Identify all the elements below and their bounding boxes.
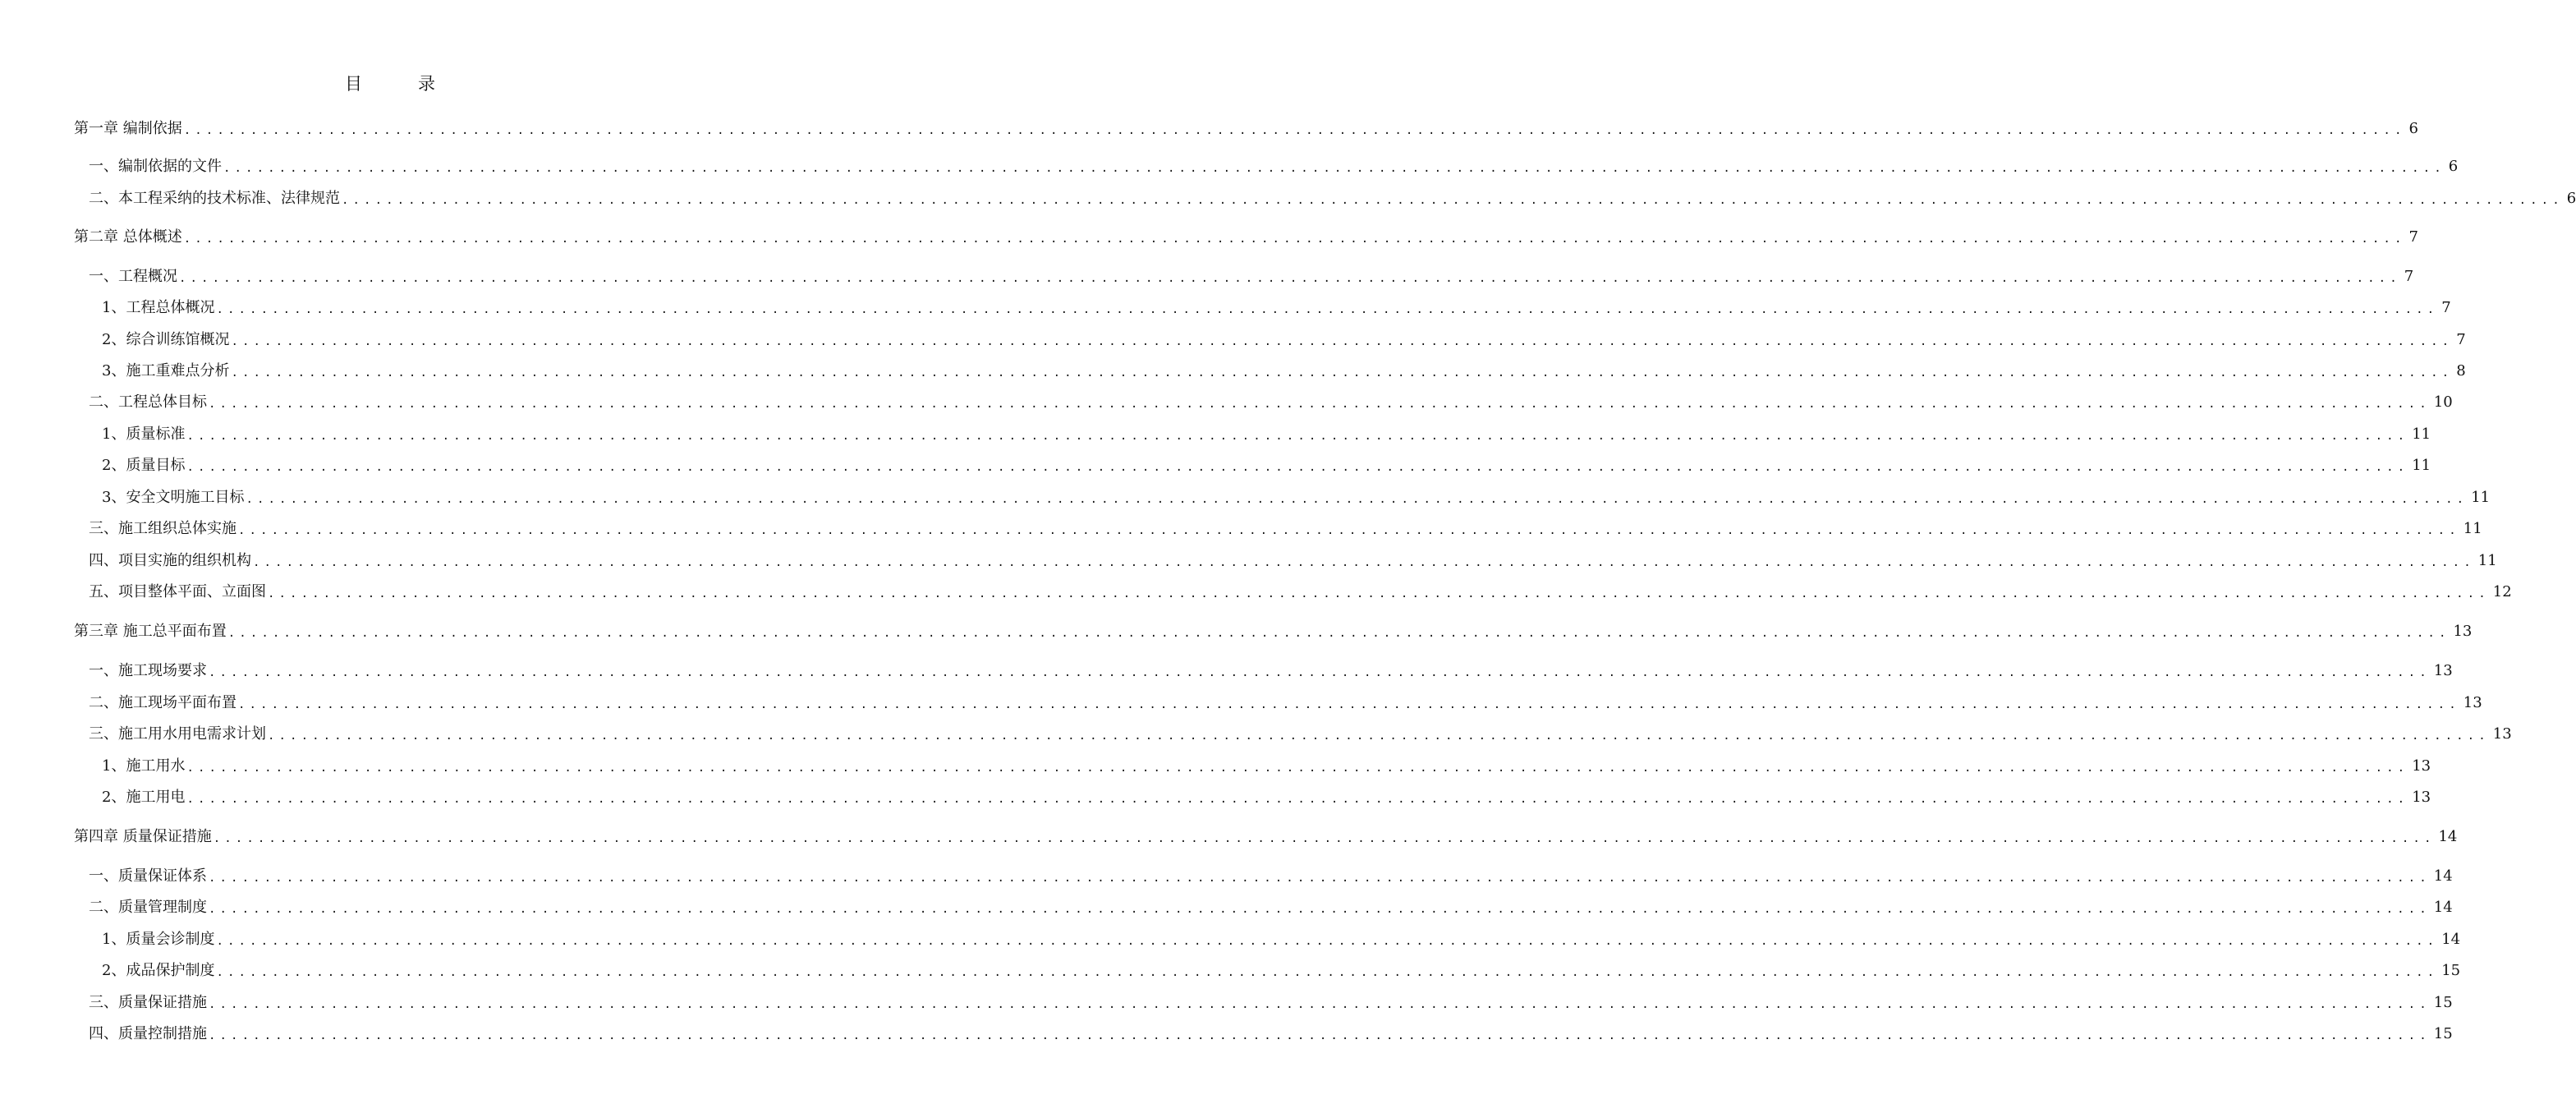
toc-leader-dots: ........................................................................................................................................................................................................ bbox=[231, 366, 2454, 380]
toc-entry-page-number: 15 bbox=[2441, 962, 2461, 979]
toc-entry[interactable] bbox=[74, 989, 2453, 1014]
toc-entry-page-number: 14 bbox=[2441, 931, 2461, 948]
toc-entry-page-number: 15 bbox=[2433, 1025, 2453, 1042]
toc-entry-page-number: 7 bbox=[2441, 299, 2451, 316]
toc-leader-dots: ........................................................................................................................................................................................................ bbox=[238, 698, 2460, 711]
toc-entry-page-number: 11 bbox=[2412, 457, 2431, 474]
toc-entry-page-number: 15 bbox=[2433, 994, 2453, 1011]
toc-entry-title: 三、质量保证措施 bbox=[89, 994, 207, 1011]
toc-leader-dots: ........................................................................................................................................................................................................ bbox=[342, 194, 2564, 207]
toc-entry[interactable] bbox=[74, 185, 2576, 209]
toc-entry-page-number: 6 bbox=[2408, 120, 2418, 137]
toc-entry-title: 2、质量目标 bbox=[102, 457, 186, 474]
toc-entry-title: 1、施工用水 bbox=[102, 757, 186, 775]
toc-entry-page-number: 13 bbox=[2412, 789, 2431, 806]
toc-entry-page-number: 13 bbox=[2412, 757, 2431, 775]
toc-entry[interactable] bbox=[74, 115, 2418, 140]
toc-entry[interactable] bbox=[74, 421, 2431, 445]
toc-entry[interactable] bbox=[74, 452, 2431, 476]
toc-entry-page-number: 13 bbox=[2453, 623, 2473, 640]
toc-entry-page-number: 14 bbox=[2433, 867, 2453, 885]
toc-entry-page-number: 13 bbox=[2492, 725, 2512, 743]
toc-entry-page-number: 11 bbox=[2477, 552, 2497, 569]
toc-entry-title: 五、项目整体平面、立面图 bbox=[89, 583, 266, 600]
toc-entry-title: 1、质量会诊制度 bbox=[102, 931, 215, 948]
toc-entry[interactable] bbox=[74, 1020, 2453, 1045]
toc-leader-dots: ........................................................................................................................................................................................................ bbox=[227, 627, 2450, 640]
toc-entry-page-number: 10 bbox=[2433, 393, 2453, 411]
toc-entry[interactable] bbox=[74, 720, 2512, 745]
toc-leader-dots: ........................................................................................................................................................................................................ bbox=[183, 124, 2406, 137]
toc-entry-page-number: 14 bbox=[2433, 899, 2453, 916]
toc-entry-title: 第二章 总体概述 bbox=[74, 228, 182, 246]
toc-leader-dots: ........................................................................................................................................................................................................ bbox=[209, 666, 2431, 679]
toc-entry-page-number: 7 bbox=[2456, 331, 2466, 348]
toc-entry[interactable] bbox=[74, 223, 2418, 248]
toc-entry-page-number: 6 bbox=[2566, 190, 2576, 207]
toc-entry[interactable] bbox=[74, 294, 2451, 319]
toc-entry[interactable] bbox=[74, 823, 2458, 848]
toc-entry-title: 二、本工程采纳的技术标准、法律规范 bbox=[89, 190, 340, 207]
toc-leader-dots: ........................................................................................................................................................................................................ bbox=[246, 493, 2468, 506]
toc-leader-dots: ........................................................................................................................................................................................................ bbox=[216, 935, 2439, 948]
toc-entry-page-number: 12 bbox=[2492, 583, 2512, 600]
toc-entry[interactable] bbox=[74, 326, 2466, 351]
toc-heading-left: 目 bbox=[345, 74, 362, 94]
toc-entry-title: 2、综合训练馆概况 bbox=[102, 331, 230, 348]
toc-entry[interactable] bbox=[74, 689, 2482, 714]
toc-entry-title: 3、安全文明施工目标 bbox=[102, 489, 245, 506]
toc-leader-dots: ........................................................................................................................................................................................................ bbox=[179, 272, 2401, 285]
toc-entry[interactable] bbox=[74, 862, 2453, 887]
toc-entry-page-number: 7 bbox=[2408, 228, 2418, 246]
toc-entry-page-number: 6 bbox=[2448, 158, 2459, 175]
toc-entry-title: 三、施工用水用电需求计划 bbox=[89, 725, 266, 743]
toc-entry-title: 第一章 编制依据 bbox=[74, 120, 182, 137]
toc-leader-dots: ........................................................................................................................................................................................................ bbox=[238, 524, 2460, 537]
toc-entry[interactable] bbox=[74, 957, 2461, 982]
toc-entry[interactable] bbox=[74, 389, 2453, 413]
toc-entry-title: 一、质量保证体系 bbox=[89, 867, 207, 885]
toc-entry-page-number: 7 bbox=[2404, 268, 2414, 285]
toc-entry-title: 二、工程总体目标 bbox=[89, 393, 207, 411]
toc-entry-title: 1、质量标准 bbox=[102, 426, 186, 443]
toc-entry-title: 二、施工现场平面布置 bbox=[89, 694, 236, 711]
toc-leader-dots: ........................................................................................................................................................................................................ bbox=[268, 587, 2490, 600]
toc-entry[interactable] bbox=[74, 153, 2459, 177]
toc-entry[interactable] bbox=[74, 515, 2482, 540]
toc-leader-dots: ........................................................................................................................................................................................................ bbox=[186, 430, 2409, 443]
toc-leader-dots: ........................................................................................................................................................................................................ bbox=[268, 729, 2490, 743]
toc-entry[interactable] bbox=[74, 926, 2461, 950]
toc-entry-page-number: 14 bbox=[2438, 828, 2458, 845]
toc-leader-dots: ........................................................................................................................................................................................................ bbox=[186, 461, 2409, 474]
toc-entry-title: 四、项目实施的组织机构 bbox=[89, 552, 251, 569]
toc-leader-dots: ........................................................................................................................................................................................................ bbox=[223, 162, 2445, 175]
toc-entry[interactable] bbox=[74, 484, 2491, 508]
toc-entry-title: 一、施工现场要求 bbox=[89, 662, 207, 679]
toc-entry[interactable] bbox=[74, 784, 2431, 808]
toc-entry[interactable] bbox=[74, 752, 2431, 777]
toc-entry-title: 二、质量管理制度 bbox=[89, 899, 207, 916]
toc-entry[interactable] bbox=[74, 357, 2466, 382]
toc-leader-dots: ........................................................................................................................................................................................................ bbox=[209, 1029, 2431, 1042]
toc-entry-title: 第三章 施工总平面布置 bbox=[74, 623, 227, 640]
toc-leader-dots: ........................................................................................................................................................................................................ bbox=[209, 903, 2431, 916]
toc-leader-dots: ........................................................................................................................................................................................................ bbox=[183, 232, 2406, 246]
toc-entry-title: 一、编制依据的文件 bbox=[89, 158, 222, 175]
toc-leader-dots: ........................................................................................................................................................................................................ bbox=[253, 556, 2475, 569]
toc-heading bbox=[0, 71, 780, 97]
toc-entry[interactable] bbox=[74, 618, 2473, 642]
toc-entry-title: 2、成品保护制度 bbox=[102, 962, 215, 979]
toc-entry[interactable] bbox=[74, 547, 2497, 572]
toc-entry-title: 四、质量控制措施 bbox=[89, 1025, 207, 1042]
toc-leader-dots: ........................................................................................................................................................................................................ bbox=[209, 398, 2431, 411]
toc-entry-title: 1、工程总体概况 bbox=[102, 299, 215, 316]
toc-entry[interactable] bbox=[74, 263, 2414, 288]
toc-entry-page-number: 13 bbox=[2433, 662, 2453, 679]
toc-entry-title: 2、施工用电 bbox=[102, 789, 186, 806]
toc-leader-dots: ........................................................................................................................................................................................................ bbox=[213, 832, 2436, 845]
toc-heading-right: 录 bbox=[418, 74, 435, 94]
toc-entry-page-number: 11 bbox=[2463, 520, 2482, 537]
toc-leader-dots: ........................................................................................................................................................................................................ bbox=[186, 793, 2409, 806]
toc-entry-page-number: 8 bbox=[2456, 362, 2466, 380]
toc-entry-page-number: 13 bbox=[2463, 694, 2482, 711]
toc-entry-page-number: 11 bbox=[2412, 426, 2431, 443]
toc-leader-dots: ........................................................................................................................................................................................................ bbox=[186, 761, 2409, 775]
toc-leader-dots: ........................................................................................................................................................................................................ bbox=[209, 998, 2431, 1011]
toc-leader-dots: ........................................................................................................................................................................................................ bbox=[209, 872, 2431, 885]
toc-leader-dots: ........................................................................................................................................................................................................ bbox=[216, 966, 2439, 979]
toc-leader-dots: ........................................................................................................................................................................................................ bbox=[216, 303, 2439, 316]
toc-entry[interactable] bbox=[74, 894, 2453, 918]
toc-entry-page-number: 11 bbox=[2471, 489, 2491, 506]
toc-entry[interactable] bbox=[74, 578, 2512, 603]
toc-leader-dots: ........................................................................................................................................................................................................ bbox=[231, 335, 2454, 348]
toc-entry-title: 三、施工组织总体实施 bbox=[89, 520, 236, 537]
toc-entry-title: 第四章 质量保证措施 bbox=[74, 828, 212, 845]
toc-entry-title: 一、工程概况 bbox=[89, 268, 177, 285]
toc-entry[interactable] bbox=[74, 657, 2453, 682]
toc-entry-title: 3、施工重难点分析 bbox=[102, 362, 230, 380]
